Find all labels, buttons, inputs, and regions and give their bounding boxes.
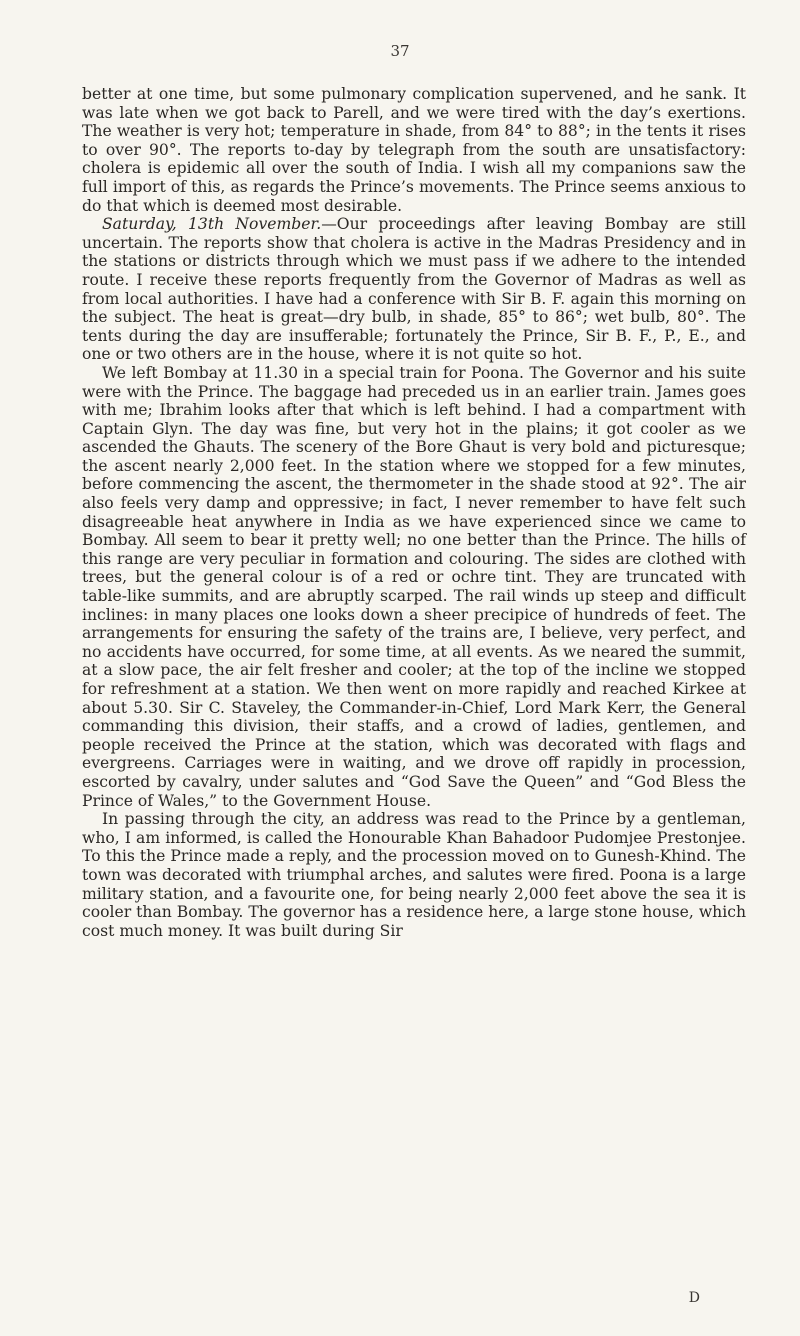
paragraph-4-text: In passing through the city, an address was read to the Prince by a gentleman, who, I am informed, is called the Honourable Khan Bahadoor Pudomjee Prestonjee. To this the Prince made a reply, and the procession moved on to Gunesh-Khind. The town was decorated with triumphal arches, and salutes were fired. Poona is a large military station, and a favourite one, for being nearly 2,000 feet above the sea it is cooler than Bombay. The governor has a residence here, a large stone house, which cost much money. It was built during Sir [82, 810, 746, 940]
paragraph-2-date: Saturday, 13th November. [102, 215, 322, 234]
body-text [82, 85, 746, 940]
paragraph-2 [82, 215, 746, 364]
paragraph-2-text: —Our proceedings after leaving Bombay are still uncertain. The reports show that cholera is active in the Madras Presidency and in the stations or districts through which we must pass if we adhere to the intended route. I receive these reports frequently from the Governor of Madras as well as from local authorities. I have had a conference with Sir B. F. again this morning on the subject. The heat is great—dry bulb, in shade, 85° to 86°; wet bulb, 80°. The tents during the day are insufferable; fortunately the Prince, Sir B. F., P., E., and one or two others are in the house, where it is not quite so hot. [82, 215, 746, 364]
paragraph-3-text: We left Bombay at 11.30 in a special train for Poona. The Governor and his suite were with the Prince. The baggage had preceded us in an earlier train. James goes with me; Ibrahim looks after that which is left behind. I had a compartment with Captain Glyn. The day was fine, but very hot in the plains; it got cooler as we ascended the Ghauts. The scenery of the Bore Ghaut is very bold and picturesque; the ascent nearly 2,000 feet. In the station where we stopped for a few minutes, before commencing the ascent, the thermometer in the shade stood at 92°. The air also feels very damp and oppressive; in fact, I never remember to have felt such disagreeable heat anywhere in India as we have experienced since we came to Bombay. All seem to bear it pretty well; no one better than the Prince. The hills of this range are very peculiar in formation and colouring. The sides are clothed with trees, but the general colour is of a red or ochre tint. They are truncated with table-like summits, and are abruptly scarped. The rail winds up steep and difficult inclines: in many places one looks down a sheer precipice of hundreds of feet. The arrangements for ensuring the safety of the trains are, I believe, very perfect, and no accidents have occurred, for some time, at all events. As we neared the summit, at a slow pace, the air felt fresher and cooler; at the top of the incline we stopped for refreshment at a station. We then went on more rapidly and reached Kirkee at about 5.30. Sir C. Staveley, the Commander-in-Chief, Lord Mark Kerr, the General commanding this division, their staffs, and a crowd of ladies, gentlemen, and people received the Prince at the station, which was decorated with flags and evergreens. Carriages were in waiting, and we drove off rapidly in procession, escorted by cavalry, under salutes and “God Save the Queen” and “God Bless the Prince of Wales,” to the Government House. [82, 363, 746, 810]
paragraph-4 [82, 810, 746, 940]
paragraph-1-text: better at one time, but some pulmonary complication supervened, and he sank. It was late when we got back to Parell, and we were tired with the day’s exertions. The weather is very hot; temperature in shade, from 84° to 88°; in the tents it rises to over 90°. The reports to-day by telegraph from the south are unsatisfactory: cholera is epidemic all over the south of India. I wish all my companions saw the full import of this, as regards the Prince’s movements. The Prince seems anxious to do that which is deemed most desirable. [82, 85, 746, 215]
page-number: 37 [390, 42, 410, 60]
signature-mark: D [688, 1290, 700, 1306]
paragraph-1 [82, 85, 746, 215]
paragraph-3 [82, 364, 746, 810]
